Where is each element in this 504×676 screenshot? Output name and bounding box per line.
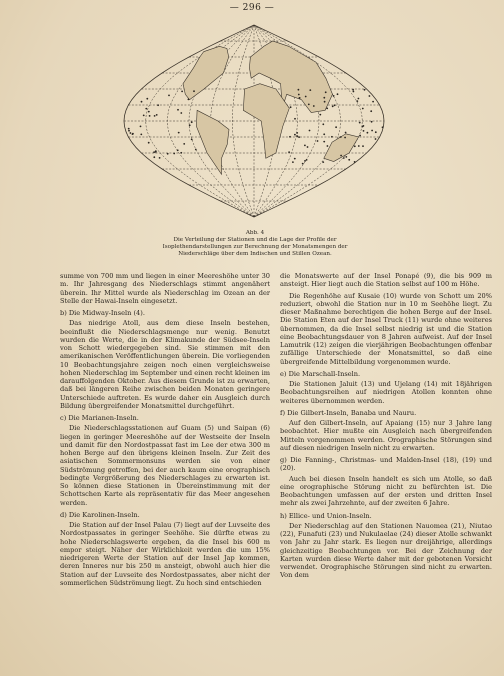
station-marker	[181, 91, 183, 93]
station-marker	[191, 121, 193, 123]
station-marker	[323, 133, 325, 135]
station-marker	[340, 136, 342, 138]
station-marker	[132, 133, 134, 135]
station-marker	[340, 155, 342, 157]
station-marker	[322, 123, 324, 125]
paragraph: Die Station auf der Insel Palau (7) liegt auf der Luvseite des Nordostpassates in geringer Seehöhe. Sie dürfte etwas zu hohe Niederschlagswerte ergeben, da die Insel bis 600 m empor steigt. Näher der Wirklichkeit werden die um 15% niedrigeren Werte der Station auf der Insel Jap kommen, deren Inneres nur bis 250 m ansteigt, obwohl auch hier die Station auf der Luvseite des Nordostpassates, aber nicht der sommerlichen Südströmung liegt. Zu hoch sind entschieden	[60, 521, 270, 587]
station-marker	[323, 97, 325, 99]
station-marker	[149, 115, 151, 117]
station-marker	[157, 104, 159, 106]
paragraph: Die Niederschlagsstationen auf Guam (5) und Saipan (6) liegen in geringer Meereshöhe auf der Westseite der Inseln und damit für den Nordostpassat fast im Lee der etwa 300 m hohen Berge auf den übrigens kleinen Inseln. Zur Zeit des asiatischen Sommermonsuns werden sie von einer Südströmung getroffen, bei der auch kaum eine orographisch bedingte Vergrößerung des Niederschlages zu erwarten ist. So können diese Stationen in Übereinstimmung mit der Schottschen Karte als repräsentativ für das Meer angesehen werden.	[60, 424, 270, 507]
station-marker	[141, 101, 143, 103]
station-marker	[359, 135, 361, 137]
station-marker	[356, 100, 358, 102]
station-marker	[375, 131, 377, 133]
station-marker	[294, 134, 296, 136]
station-marker	[154, 115, 156, 117]
station-marker	[332, 106, 334, 108]
section-heading: c) Die Marianen-Inseln.	[60, 414, 139, 422]
station-marker	[371, 130, 373, 132]
paragraph: die Monatswerte auf der Insel Ponapé (9), die bis 909 m ansteigt. Hier liegt auch die Station selbst auf 100 m Höhe.	[280, 272, 492, 289]
station-marker	[345, 132, 347, 134]
station-marker	[128, 128, 130, 130]
station-marker	[153, 156, 155, 158]
paragraph: Auch bei diesen Inseln handelt es sich um Atolle, so daß eine orographische Störung nicht zu befürchten ist. Die Beobachtungen umfassen auf der ersten und dritten Insel mehr als zwei Jahrzehnte, auf der zweiten 6 Jahre.	[280, 474, 492, 508]
station-marker	[362, 108, 364, 110]
station-marker	[304, 145, 306, 147]
station-marker	[358, 98, 360, 100]
landmass	[324, 134, 359, 162]
station-marker	[159, 157, 161, 159]
station-marker	[331, 136, 333, 138]
station-marker	[294, 118, 296, 120]
station-marker	[298, 94, 300, 96]
station-marker	[302, 163, 304, 165]
station-marker	[309, 89, 311, 91]
station-marker	[146, 98, 148, 100]
station-marker	[290, 106, 292, 108]
station-marker	[130, 132, 132, 134]
station-marker	[140, 126, 142, 128]
figure-caption	[150, 230, 360, 258]
landmass	[196, 110, 229, 174]
station-marker	[333, 95, 335, 97]
station-marker	[358, 145, 360, 147]
station-marker	[337, 93, 339, 95]
paragraph: Das niedrige Atoll, aus dem diese Inseln bestehen, beeinflußt die Niederschlagsmenge nur wenig. Benutzt wurden die Werte, die in der Klimakunde der Südsee-Inseln von Schott wiedergegeben sind. Sie stimmen mit den amerikanischen Veröffentlichungen überein. Die vorliegenden 10 Beobachtungsjahre zeigen noch einen vergleichsweise hohen Niederschlag im September und einen recht kleinen im darauffolgenden Oktober. Aus diesem Grunde ist zu erwarten, daß bei längeren Reihe zwischen beiden Monaten geringere Unterschiede auftreten. Es wurde daher ein Ausgleich durch Bildung übergreifender Monatsmittel durchgeführt.	[60, 319, 270, 410]
section-heading: b) Die Midway-Inseln (4).	[60, 309, 145, 317]
station-marker	[343, 157, 345, 159]
station-marker	[322, 161, 324, 163]
station-marker	[362, 126, 364, 128]
station-marker	[155, 150, 157, 152]
station-marker	[191, 139, 193, 141]
station-marker	[359, 122, 361, 124]
station-marker	[352, 89, 354, 91]
station-marker	[353, 91, 355, 93]
figure-label: Abb. 4	[245, 230, 265, 236]
section-heading: g) Die Fanning-, Christmas- und Malden-Insel (18), (19) und (20).	[280, 456, 492, 473]
station-marker	[362, 145, 364, 147]
station-marker	[375, 138, 377, 140]
station-marker	[180, 112, 182, 114]
world-map-figure	[118, 14, 390, 228]
station-marker	[189, 124, 191, 126]
station-marker	[370, 110, 372, 112]
station-marker	[288, 151, 290, 153]
station-marker	[178, 132, 180, 134]
station-marker	[180, 152, 182, 154]
station-marker	[188, 99, 190, 101]
figure-caption-text: Die Verteilung der Stationen und die Lage der Profile der Isoplethendarstellungen zur Berechnung der Monatsmengen der Niederschläge über dem Indischen und Stillen Ozean.	[162, 237, 348, 257]
station-marker	[145, 108, 147, 110]
station-marker	[298, 89, 300, 91]
station-marker	[335, 126, 337, 128]
station-marker	[323, 141, 325, 143]
station-marker	[372, 101, 374, 103]
station-marker	[324, 101, 326, 103]
station-marker	[325, 91, 327, 93]
station-marker	[173, 153, 175, 155]
station-marker	[193, 90, 195, 92]
station-marker	[306, 159, 308, 161]
station-marker	[348, 159, 350, 161]
station-marker	[143, 115, 145, 117]
station-marker	[363, 130, 365, 132]
station-marker	[167, 153, 169, 155]
station-marker	[156, 114, 158, 116]
station-marker	[195, 149, 197, 151]
section-heading: d) Die Karolinen-Inseln.	[60, 510, 140, 519]
station-marker	[294, 158, 296, 160]
station-marker	[289, 136, 291, 138]
station-marker	[305, 96, 307, 98]
station-marker	[309, 130, 311, 132]
paragraph: summe von 700 mm und liegen in einer Meereshöhe unter 30 m. Ihr Jahresgang des Niederschlags stimmt angenähert überein. Ihr Mittel wurde als Niederschlag im Ozean an der Stelle der Hawai-Inseln eingesetzt.	[60, 272, 270, 305]
station-marker	[304, 160, 306, 162]
station-marker	[319, 114, 321, 116]
paragraph: Auf den Gilbert-Inseln, auf Apaiang (15) nur 3 Jahre lang beobachtet. Hier mußte ein Ausgleich nach übergreifenden Mitteln vorgenommen werden. Orographische Störungen sind auf diesen niedrigen Inseln nicht zu erwarten.	[280, 419, 492, 452]
station-marker	[177, 149, 179, 151]
station-marker	[382, 126, 384, 128]
station-marker	[313, 105, 315, 107]
station-marker	[334, 104, 336, 106]
station-marker	[168, 95, 170, 97]
paragraph: Die Regenhöhe auf Kusaie (10) wurde von Schott um 20% reduziert, obwohl die Station nur in 10 m Seehöhe liegt. Zu dieser Maßnahme berechtigen die hohen Berge auf der Insel. Die Station Eten auf der Insel Truck (11) wurde ohne weiteres übernommen, da die Insel selbst niedrig ist und die Station eine Beobachtungsdauer von 8 Jahren aufweist. Auf der Insel Lamutrik (12) zeigen die vierjährigen Beobachtungen offenbar zufällige Unterschiede der Monatsmittel, so daß eine übergreifende Mittelbildung vorgenommen wurde.	[280, 291, 492, 366]
station-marker	[148, 111, 150, 113]
station-marker	[317, 140, 319, 142]
paragraph: Der Niederschlag auf den Stationen Nauomea (21), Niutao (22), Funafuti (23) und Nukulaelae (24) dieser Atolle schwankt von Jahr zu Jahr stark. Es liegen nur dreijährige, allerdings gleichzeitige Beobachtungen vor. Bei der Zeichnung der Karten wurden diese Werte daher mit der gebotenen Vorsicht verwendet. Orographische Störungen sind nicht zu erwarten. Von dem	[280, 521, 492, 580]
station-marker	[344, 137, 346, 139]
station-marker	[296, 132, 298, 134]
station-marker	[367, 132, 369, 134]
station-marker	[296, 135, 298, 137]
left-column	[60, 272, 270, 590]
station-marker	[299, 97, 301, 99]
station-marker	[177, 109, 179, 111]
section-heading: h) Ellice- und Union-Inseln.	[280, 511, 372, 520]
station-marker	[364, 89, 366, 91]
right-column	[280, 272, 492, 583]
station-marker	[298, 136, 300, 138]
station-marker	[327, 145, 329, 147]
station-marker	[148, 142, 150, 144]
section-heading: f) Die Gilbert-Inseln, Banaba und Nauru.	[280, 408, 417, 417]
station-marker	[326, 108, 328, 110]
station-marker	[183, 143, 185, 145]
station-marker	[354, 161, 356, 163]
station-marker	[292, 161, 294, 163]
station-marker	[308, 104, 310, 106]
station-marker	[140, 134, 142, 136]
station-marker	[153, 151, 155, 153]
page-number: — 296 —	[229, 3, 275, 13]
landmass	[183, 46, 229, 99]
station-marker	[369, 95, 371, 97]
station-marker	[128, 130, 130, 132]
station-marker	[307, 146, 309, 148]
paragraph: Die Stationen Jaluit (13) und Ujelang (14) mit 18jährigen Beobachtungsreihen auf niedrigen Atollen konnten ohne weiteres übernommen werden.	[280, 380, 492, 405]
section-heading: e) Die Marschall-Inseln.	[280, 369, 361, 378]
station-marker	[371, 121, 373, 123]
station-marker	[354, 145, 356, 147]
station-marker	[345, 156, 347, 158]
